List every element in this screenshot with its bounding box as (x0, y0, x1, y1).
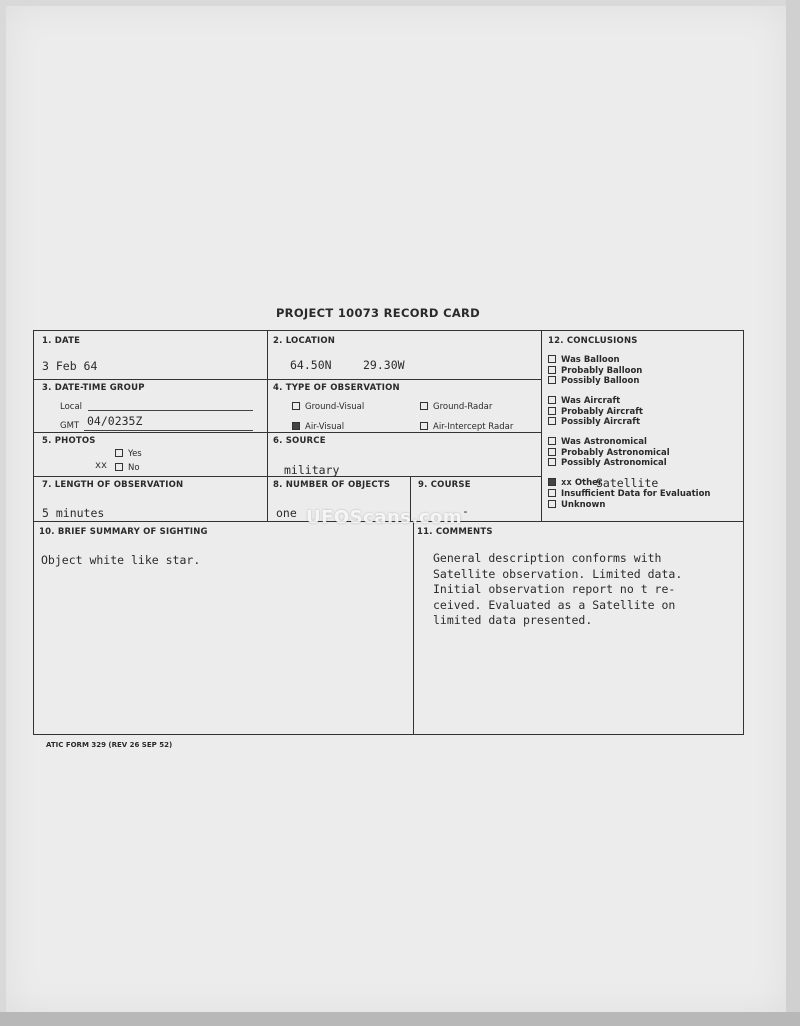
comment-line: limited data presented. (433, 613, 593, 627)
length-value: 5 minutes (42, 506, 105, 520)
checkbox-icon (548, 448, 556, 456)
scan-edge (786, 0, 800, 1026)
checkbox-checked-icon (548, 478, 556, 486)
scan-edge-bottom (0, 1012, 800, 1026)
option-ground-radar: Ground-Radar (420, 402, 492, 412)
conclusion-unknown: Unknown (548, 500, 605, 510)
photos-label: 5. PHOTOS (42, 436, 96, 446)
photos-mark: xx (95, 460, 108, 471)
checkbox-icon (420, 422, 428, 430)
checkbox-icon (548, 489, 556, 497)
date-label: 1. DATE (42, 336, 81, 346)
conclusion-probably-astronomical: Probably Astronomical (548, 448, 670, 458)
checkbox-icon (548, 376, 556, 384)
location-lat: 64.50N (290, 358, 332, 372)
conclusion-possibly-balloon: Possibly Balloon (548, 376, 639, 386)
checkbox-icon (548, 458, 556, 466)
dtg-local-line (88, 410, 253, 411)
conclusions-label: 12. CONCLUSIONS (548, 336, 638, 346)
dtg-local-label: Local (60, 402, 83, 412)
dtg-gmt-label: GMT (60, 421, 80, 431)
photos-yes: Yes (115, 449, 142, 459)
checkbox-icon (548, 366, 556, 374)
summary-label: 10. BRIEF SUMMARY OF SIGHTING (39, 527, 208, 537)
comment-line: Initial observation report no t re- (433, 582, 676, 596)
divider-col-2 (541, 331, 542, 521)
conclusion-was-aircraft: Was Aircraft (548, 396, 620, 406)
location-lon: 29.30W (363, 358, 405, 372)
checkbox-icon (548, 407, 556, 415)
conclusion-was-astronomical: Was Astronomical (548, 437, 647, 447)
card-title: PROJECT 10073 RECORD CARD (275, 306, 481, 320)
checkbox-icon (292, 402, 300, 410)
dtg-gmt-line (84, 430, 253, 431)
comment-line: Satellite observation. Limited data. (433, 566, 683, 581)
other-value: Satellite (596, 476, 659, 490)
checkbox-icon (548, 355, 556, 363)
watermark: UFOScans.com (306, 507, 463, 528)
divider-row-1 (34, 379, 542, 380)
form-number: ATIC FORM 329 (REV 26 SEP 52) (46, 741, 173, 749)
checkbox-icon (548, 417, 556, 425)
photos-no: No (115, 463, 140, 473)
course-value: - (462, 504, 469, 518)
divider-row-2 (34, 432, 542, 433)
num-objects-label: 8. NUMBER OF OBJECTS (273, 480, 391, 490)
dtg-label: 3. DATE-TIME GROUP (42, 383, 145, 393)
conclusion-other: xx Other (548, 478, 602, 488)
comment-line: ceived. Evaluated as a Satellite on (433, 597, 676, 612)
divider-summary-comments (413, 521, 414, 734)
checkbox-icon (548, 437, 556, 445)
checkbox-icon (420, 402, 428, 410)
conclusion-probably-aircraft: Probably Aircraft (548, 407, 643, 417)
checkbox-icon (115, 449, 123, 457)
other-mark: xx (561, 478, 572, 488)
checkbox-icon (115, 463, 123, 471)
conclusion-possibly-astronomical: Possibly Astronomical (548, 458, 667, 468)
conclusion-insufficient-data: Insufficient Data for Evaluation (548, 489, 711, 499)
length-label: 7. LENGTH OF OBSERVATION (42, 480, 184, 490)
location-label: 2. LOCATION (273, 336, 336, 346)
date-value: 3 Feb 64 (42, 359, 98, 373)
comments-text (433, 551, 733, 629)
summary-value: Object white like star. (41, 553, 201, 567)
checkbox-checked-icon (292, 422, 300, 430)
divider-col-1 (267, 331, 268, 521)
option-air-visual: Air-Visual (292, 422, 344, 432)
num-objects-value: one (276, 506, 297, 520)
source-value: military (284, 463, 340, 477)
comment-line: General description conforms with (433, 551, 662, 565)
course-label: 9. COURSE (418, 480, 471, 490)
source-label: 6. SOURCE (273, 436, 326, 446)
option-air-intercept-radar: Air-Intercept Radar (420, 422, 513, 432)
conclusion-was-balloon: Was Balloon (548, 355, 620, 365)
comments-label: 11. COMMENTS (417, 527, 493, 537)
checkbox-icon (548, 396, 556, 404)
checkbox-icon (548, 500, 556, 508)
conclusion-possibly-aircraft: Possibly Aircraft (548, 417, 640, 427)
dtg-gmt-value: 04/0235Z (87, 414, 143, 428)
option-ground-visual: Ground-Visual (292, 402, 364, 412)
conclusion-probably-balloon: Probably Balloon (548, 366, 642, 376)
type-obs-label: 4. TYPE OF OBSERVATION (273, 383, 400, 393)
